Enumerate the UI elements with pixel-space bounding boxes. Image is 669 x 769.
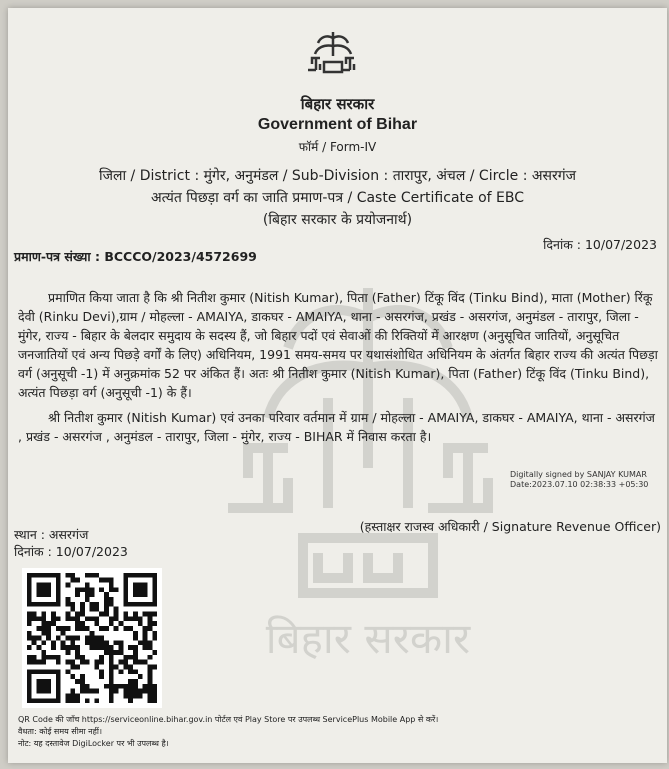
certification-paragraph <box>18 288 663 402</box>
certificate-number: प्रमाण-पत्र संख्या : BCCCO/2023/4572699 <box>14 249 257 264</box>
para1-line: प्रमाणित किया जाता है कि श्री नितीश कुमार (Nitish Kumar), पिता (Father) टिंकू विंद (Tinku Bind), माता (Mother) रिंकू <box>48 290 653 305</box>
watermark-text: बिहार सरकार <box>265 614 471 663</box>
place-date: दिनांक : 10/07/2023 <box>14 544 128 559</box>
para1-line: मुंगेर, राज्य - बिहार के बेलदार समुदाय के सदस्य हैं, जो बिहार पदों एवं सेवाओं की रिक्तियों में आरक्षण (अनुसूचित जातियों, अनुसूचित <box>18 328 620 343</box>
purpose-line: (बिहार सरकार के प्रयोजनार्थ) <box>262 212 413 228</box>
form-label: फॉर्म / Form-IV <box>298 140 377 154</box>
location-line: जिला / District : मुंगेर, अनुमंडल / Sub-Division : तारापुर, अंचल / Circle : असरगंज <box>98 168 577 184</box>
qr-code[interactable] <box>22 568 162 708</box>
digital-signed-date: Date:2023.07.10 02:38:33 +05:30 <box>510 480 649 489</box>
signatory-label: (हस्ताक्षर राजस्व अधिकारी / Signature Revenue Officer) <box>359 519 661 534</box>
para1-line: देवी (Rinku Devi),ग्राम / मोहल्ला - AMAIYA, डाकघर - AMAIYA, थाना - असरगंज, प्रखंड - असरगंज, अनुमंडल - तारापुर, जिला - <box>18 309 639 324</box>
title-english: Government of Bihar <box>257 116 418 133</box>
title-hindi: बिहार सरकार <box>300 95 375 113</box>
qr-verification-note: QR Code की जाँच https://serviceonline.bihar.gov.in पोर्टल एवं Play Store पर उपलब्ध ServicePlus Mobile App से करें। <box>18 715 439 724</box>
certificate-title: अत्यंत पिछड़ा वर्ग का जाति प्रमाण-पत्र / Caste Certificate of EBC <box>150 190 524 206</box>
para1-line: अत्यंत पिछड़ा वर्ग (अनुसूची -1) के हैं। <box>18 385 192 400</box>
issue-date: दिनांक : 10/07/2023 <box>543 237 657 252</box>
para1-line: वर्ग (अनुसूची -1) में अनुक्रमांक 52 पर अंकित हैं। अतः श्री नितीश कुमार (Nitish Kumar), पिता (Father) टिंकू विंद (Tinku Bind), <box>18 366 650 381</box>
residence-paragraph <box>18 408 663 446</box>
validity-note: वैधता: कोई समय सीमा नहीं। <box>18 727 102 736</box>
para2-line: , प्रखंड - असरगंज , अनुमंडल - तारापुर, जिला - मुंगेर, राज्य - BIHAR में निवास करता है। <box>18 429 432 444</box>
certificate-sheet <box>8 8 667 763</box>
para1-line: जनजातियों एवं अन्य पिछड़े वर्गों के लिए) अधिनियम, 1991 समय-समय पर यथासंशोधित अधिनियम के अंतर्गत बिहार राज्य की अत्यंत पिछड़ा <box>18 347 658 362</box>
bihar-seal-icon <box>304 26 362 84</box>
digilocker-note: नोट: यह दस्तावेज DigiLocker पर भी उपलब्ध है। <box>18 739 169 748</box>
digital-signed-by: Digitally signed by SANJAY KUMAR <box>510 470 647 479</box>
para2-line: श्री नितीश कुमार (Nitish Kumar) एवं उनका परिवार वर्तमान में ग्राम / मोहल्ला - AMAIYA, डाकघर - AMAIYA, थाना - असरगंज <box>48 410 655 425</box>
digital-signature <box>510 470 648 490</box>
place-line: स्थान : असरगंज <box>14 527 89 542</box>
